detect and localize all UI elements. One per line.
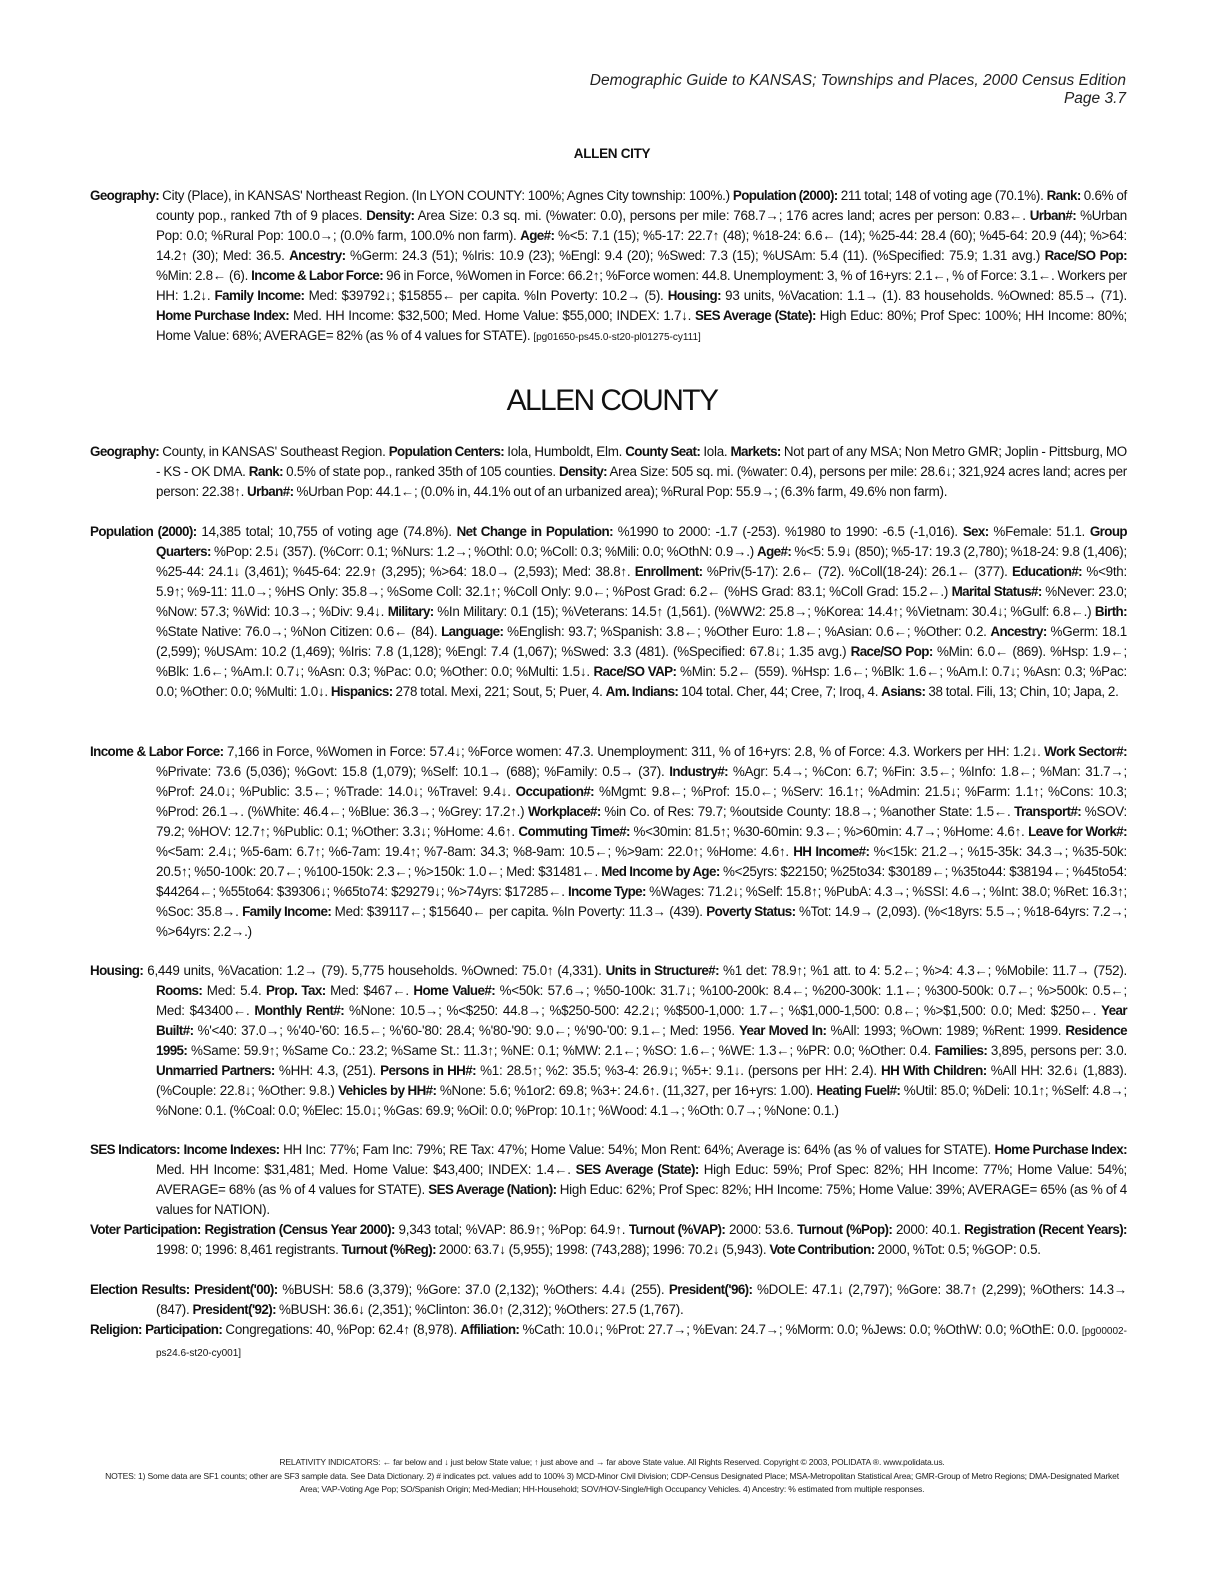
county-ses-indicators: SES Indicators: Income Indexes: HH Inc: 77%; Fam Inc: 79%; RE Tax: 47%; Home Value: 54%; Mon Rent: 64%; Average is: 64% (as % of values for STATE). Home Purchase Index: Med. HH Income: $31,481; Med. Home Value: $43,400; INDEX: 1.4←. SES Average (State): High Educ: 59%; Prof Spec: 82%; HH Income: 77%; Home Value: 54%; AVERAGE= 68% (as % of 4 values for STATE). SES Average (Nation): High Educ: 62%; Prof Spec: 82%; HH Income: 75%; Home Value: 39%; AVERAGE= 65% (as % of 4 values for NATION). <box>90 1142 1127 1217</box>
document-title: Demographic Guide to KANSAS; Townships and Places, 2000 Census Edition <box>589 72 1126 89</box>
page-number: Page 3.7 <box>1063 90 1126 107</box>
county-reference-code: [pg00002-ps24.6-st20-cy001] <box>156 1326 1127 1359</box>
footnotes: NOTES: 1) Some data are SF1 counts; other are SF3 sample data. See Data Dictionary. 2) # indicates pct. values add to 100% 3) MCD-Minor Civil Division; CDP-Census Designated Place; MSA-Metropolitan Statistical Area; GMR-Group of Metro Regions; DMA-Designated Market Area; VAP-Voting Age Pop; SO/Spanish Origin; Med-Median; HH-Household; SOV/HOV-Single/High Occupancy Vehicles. 4) Ancestry: % estimated from multiple responses. <box>105 1471 1119 1494</box>
place-profile: Geography: City (Place), in KANSAS' Northeast Region. (In LYON COUNTY: 100%; Agnes City township: 100%.) Population (2000): 211 total; 148 of voting age (70.1%). Rank: 0.6% of county pop., ranked 7th of 9 places. Density: Area Size: 0.3 sq. mi. (%water: 0.0), persons per mile: 768.7→; 176 acres land; acres per person: 0.83←. Urban#: %Urban Pop: 0.0; %Rural Pop: 100.0→; (0.0% farm, 100.0% non farm). Age#: %<5: 7.1 (15); %5-17: 22.7↑ (48); %18-24: 6.6← (14); %25-44: 28.4 (60); %45-64: 20.9 (44); %>64: 14.2↑ (30); Med: 36.5. Ancestry: %Germ: 24.3 (51); %Iris: 10.9 (23); %Engl: 9.4 (20); %Swed: 7.3 (15); %USAm: 5.4 (11). (%Specified: 75.9; 1.31 avg.) Race/SO Pop: %Min: 2.8← (6). Income & Labor Force: 96 in Force, %Women in Force: 66.2↑; %Force women: 44.8. Unemployment: 3, % of 16+yrs: 2.1←, % of Force: 3.1←. Workers per HH: 1.2↓. Family Income: Med: $39792↓; $15855← per capita. %In Poverty: 10.2→ (5). Housing: 93 units, %Vacation: 1.1→ (1). 83 households. %Owned: 85.5→ (71). Home Purchase Index: Med. HH Income: $32,500; Med. Home Value: $55,000; INDEX: 1.7↓. SES Average (State): High Educ: 80%; Prof Spec: 100%; HH Income: 80%; Home Value: 68%; AVERAGE= 82% (as % of 4 values for STATE). [pg01650-ps45.0-st20-pl01275-cy111] <box>90 188 1127 343</box>
county-title: ALLEN COUNTY <box>506 384 718 417</box>
county-election-results: Election Results: President('00): %BUSH: 58.6 (3,379); %Gore: 37.0 (2,132); %Others: 4.4↓ (255). President('96): %DOLE: 47.1↓ (2,797); %Gore: 38.7↑ (2,299); %Others: 14.3→ (847). President('92): %BUSH: 36.6↓ (2,351); %Clinton: 36.0↑ (2,312); %Others: 27.5 (1,767). <box>90 1282 1127 1317</box>
county-geography: Geography: County, in KANSAS' Southeast Region. Population Centers: Iola, Humboldt, Elm. County Seat: Iola. Markets: Not part of any MSA; Non Metro GMR; Joplin - Pittsburg, MO - KS - OK DMA. Rank: 0.5% of state pop., ranked 35th of 105 counties. Density: Area Size: 505 sq. mi. (%water: 0.4), persons per mile: 28.6↓; 321,924 acres land; acres per person: 22.38↑. Urban#: %Urban Pop: 44.1←; (0.0% in, 44.1% out of an urbanized area); %Rural Pop: 55.9→; (6.3% farm, 49.6% non farm). <box>90 444 1127 499</box>
county-housing: Housing: 6,449 units, %Vacation: 1.2→ (79). 5,775 households. %Owned: 75.0↑ (4,331). Units in Structure#: %1 det: 78.9↑; %1 att. to 4: 5.2←; %>4: 4.3←; %Mobile: 11.7→ (752). Rooms: Med: 5.4. Prop. Tax: Med: $467←. Home Value#: %<50k: 57.6→; %50-100k: 31.7↓; %100-200k: 8.4←; %200-300k: 1.1←; %300-500k: 0.7←; %>500k: 0.5←; Med: $43400←. Monthly Rent#: %None: 10.5→; %<$250: 44.8→; %$250-500: 42.2↓; %$500-1,000: 1.7←; %$1,000-1,500: 0.8←; %>$1,500: 0.0; Med: $250←. Year Built#: %'<40: 37.0→; %'40-'60: 16.5←; %'60-'80: 28.4; %'80-'90: 9.0←; %'90-'00: 9.1←; Med: 1956. Year Moved In: %All: 1993; %Own: 1989; %Rent: 1999. Residence 1995: %Same: 59.9↑; %Same Co.: 23.2; %Same St.: 11.3↑; %NE: 0.1; %MW: 2.1←; %SO: 1.6←; %WE: 1.3←; %PR: 0.0; %Other: 0.4. Families: 3,895, persons per: 3.0. Unmarried Partners: %HH: 4.3, (251). Persons in HH#: %1: 28.5↑; %2: 35.5; %3-4: 26.9↓; %5+: 9.1↓. (persons per HH: 2.4). HH With Children: %All HH: 32.6↓ (1,883). (%Couple: 22.8↓; %Other: 9.8.) Vehicles by HH#: %None: 5.6; %1or2: 69.8; %3+: 24.6↑. (11,327, per 16+yrs: 1.00). Heating Fuel#: %Util: 85.0; %Deli: 10.1↑; %Self: 4.8→; %None: 0.1. (%Coal: 0.0; %Elec: 15.0↓; %Gas: 69.9; %Oil: 0.0; %Prop: 10.1↑; %Wood: 4.1→; %Oth: 0.7→; %None: 0.1.) <box>90 963 1128 1118</box>
county-income-labor: Income & Labor Force: 7,166 in Force, %Women in Force: 57.4↓; %Force women: 47.3. Unemployment: 311, % of 16+yrs: 2.8, % of Force: 4.3. Workers per HH: 1.2↓. Work Sector#: %Private: 73.6 (5,036); %Govt: 15.8 (1,079); %Self: 10.1→ (688); %Family: 0.5→ (37). Industry#: %Agr: 5.4→; %Con: 6.7; %Fin: 3.5←; %Info: 1.8←; %Man: 31.7→; %Prof: 24.0↓; %Public: 3.5←; %Trade: 14.0↓; %Travel: 9.4↓. Occupation#: %Mgmt: 9.8←; %Prof: 15.0←; %Serv: 16.1↑; %Admin: 21.5↓; %Farm: 1.1↑; %Cons: 10.3; %Prod: 26.1→. (%White: 46.4←; %Blue: 36.3→; %Grey: 17.2↑.) Workplace#: %in Co. of Res: 79.7; %outside County: 18.8→; %another State: 1.5←. Transport#: %SOV: 79.2; %HOV: 12.7↑; %Public: 0.1; %Other: 3.3↓; %Home: 4.6↑. Commuting Time#: %<30min: 81.5↑; %30-60min: 9.3←; %>60min: 4.7→; %Home: 4.6↑. Leave for Work#: %<5am: 2.4↓; %5-6am: 6.7↑; %6-7am: 19.4↑; %7-8am: 34.3; %8-9am: 10.5←; %>9am: 22.0↑; %Home: 4.6↑. HH Income#: %<15k: 21.2→; %15-35k: 34.3→; %35-50k: 20.5↑; %50-100k: 20.7←; %100-150k: 2.3←; %>150k: 1.0←; Med: $31481←. Med Income by Age: %<25yrs: $22150; %25to34: $30189←; %35to44: $38194←; %45to54: $44264←; %55to64: $39306↓; %65to74: $29279↓; %>74yrs: $17285←. Income Type: %Wages: 71.2↓; %Self: 15.8↑; %PubA: 4.3→; %SSI: 4.6→; %Int: 38.0; %Ret: 16.3↑; %Soc: 35.8→. Family Income: Med: $39117←; $15640← per capita. %In Poverty: 11.3→ (439). Poverty Status: %Tot: 14.9→ (2,093). (%<18yrs: 5.5→; %18-64yrs: 7.2→; %>64yrs: 2.2→.) <box>90 744 1128 939</box>
county-religion: Religion: Participation: Congregations: 40, %Pop: 62.4↑ (8,978). Affiliation: %Cath: 10.0↓; %Prot: 27.7→; %Evan: 24.7→; %Morm: 0.0; %Jews: 0.0; %OthW: 0.0; %OthE: 0.0. [pg00002-ps24.6-st20-cy001] <box>90 1322 1127 1359</box>
place-title: ALLEN CITY <box>573 146 651 161</box>
county-voter-participation: Voter Participation: Registration (Census Year 2000): 9,343 total; %VAP: 86.9↑; %Pop: 64.9↑. Turnout (%VAP): 2000: 53.6. Turnout (%Pop): 2000: 40.1. Registration (Recent Years): 1998: 0; 1996: 8,461 registrants. Turnout (%Reg): 2000: 63.7↓ (5,955); 1998: (743,288); 1996: 70.2↓ (5,943). Vote Contribution: 2000, %Tot: 0.5; %GOP: 0.5. <box>90 1222 1127 1257</box>
relativity-indicators-note: RELATIVITY INDICATORS: ← far below and ↓ just below State value; ↑ just above and → far above State value. All Rights Reserved. Copyright © 2003, POLIDATA ®. www.polidata.us. <box>279 1457 945 1467</box>
page-header <box>590 72 1126 108</box>
place-reference-code: [pg01650-ps45.0-st20-pl01275-cy111] <box>533 332 701 343</box>
geography-label: Geography: <box>90 188 160 203</box>
county-population: Population (2000): 14,385 total; 10,755 of voting age (74.8%). Net Change in Population: %1990 to 2000: -1.7 (-253). %1980 to 1990: -6.5 (-1,016). Sex: %Female: 51.1. Group Quarters: %Pop: 2.5↓ (357). (%Corr: 0.1; %Nurs: 1.2→; %Othl: 0.0; %Coll: 0.3; %Mili: 0.0; %OthN: 0.9→.) Age#: %<5: 5.9↓ (850); %5-17: 19.3 (2,780); %18-24: 9.8 (1,406); %25-44: 24.1↓ (3,461); %45-64: 22.9↑ (3,295); %>64: 18.0→ (2,593); Med: 38.8↑. Enrollment: %Priv(5-17): 2.6← (72). %Coll(18-24): 26.1← (377). Education#: %<9th: 5.9↑; %9-11: 11.0→; %HS Only: 35.8→; %Some Coll: 32.1↑; %Coll Only: 9.0←; %Post Grad: 6.2← (%HS Grad: 83.1; %Coll Grad: 15.2←.) Marital Status#: %Never: 23.0; %Now: 57.3; %Wid: 10.3→; %Div: 9.4↓. Military: %In Military: 0.1 (15); %Veterans: 14.5↑ (1,561). (%WW2: 25.8→; %Korea: 14.4↑; %Vietnam: 30.4↓; %Gulf: 6.8←.) Birth: %State Native: 76.0→; %Non Citizen: 0.6← (84). Language: %English: 93.7; %Spanish: 3.8←; %Other Euro: 1.8←; %Asian: 0.6←; %Other: 0.2. Ancestry: %Germ: 18.1 (2,599); %USAm: 10.2 (1,469); %Iris: 7.8 (1,128); %Engl: 7.4 (1,067); %Swed: 3.3 (481). (%Specified: 67.8↓; 1.35 avg.) Race/SO Pop: %Min: 6.0← (869). %Hsp: 1.9←; %Blk: 1.6←; %Am.I: 0.7↓; %Asn: 0.3; %Pac: 0.0; %Other: 0.0; %Multi: 1.5↓. Race/SO VAP: %Min: 5.2← (559). %Hsp: 1.6←; %Blk: 1.6←; %Am.I: 0.7↓; %Asn: 0.3; %Pac: 0.0; %Other: 0.0; %Multi: 1.0↓. Hispanics: 278 total. Mexi, 221; Sout, 5; Puer, 4. Am. Indians: 104 total. Cher, 44; Cree, 7; Iroq, 4. Asians: 38 total. Fili, 13; Chin, 10; Japa, 2. <box>90 524 1127 699</box>
